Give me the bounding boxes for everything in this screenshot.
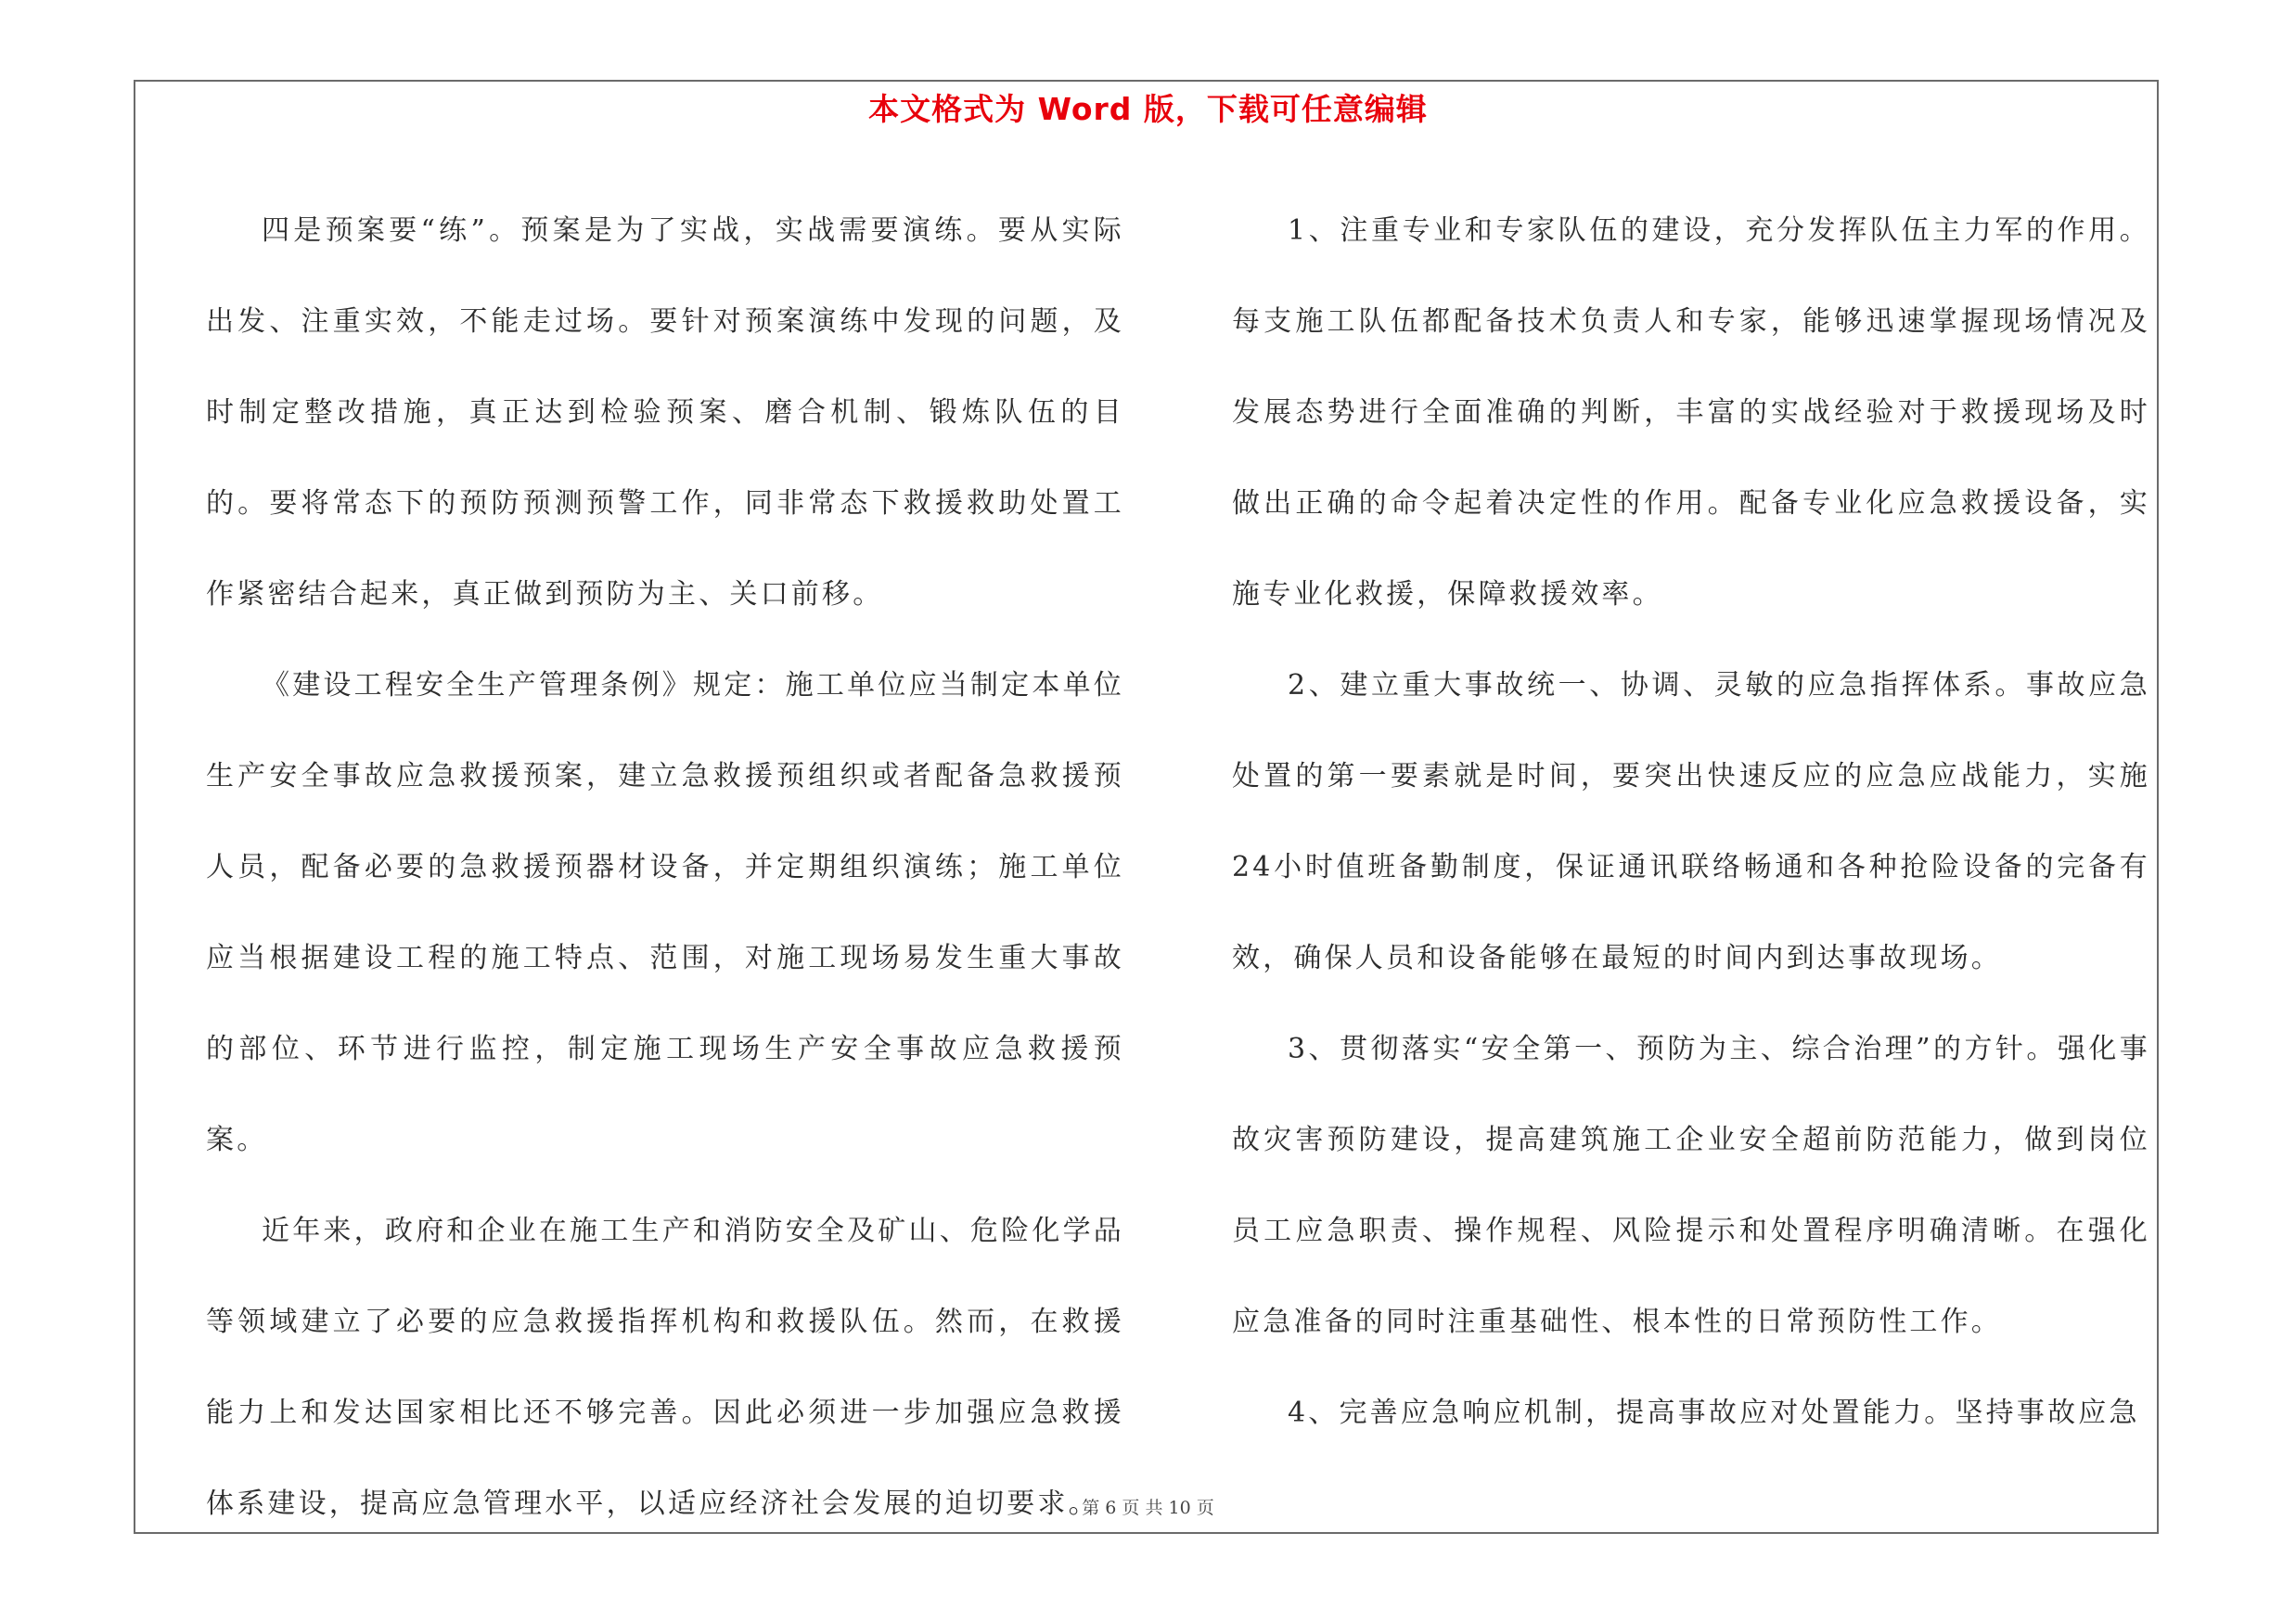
paragraph-regulation: 《建设工程安全生产管理条例》规定：施工单位应当制定本单位生产安全事故应急救援预案，建立急救援预组织或者配备急救援预人员，配备必要的急救援预器材设备，并定期组织演练；施工单位应当根据建设工程的施工特点、范围，对施工现场易发生重大事故的部位、环节进行监控，制定施工现场生产安全事故应急救援预案。 xyxy=(206,669,1124,1156)
paragraph-drill-plan: 四是预案要“练”。预案是为了实战，实战需要演练。要从实际出发、注重实效，不能走过场。要针对预案演练中发现的问题，及时制定整改措施，真正达到检验预案、磨合机制、锻炼队伍的目的。要将常态下的预防预测预警工作，同非常态下救援救助处置工作紧密结合起来，真正做到预防为主、关口前移。 xyxy=(206,214,1124,611)
paragraph-point-1: 1、注重专业和专家队伍的建设，充分发挥队伍主力军的作用。每支施工队伍都配备技术负责人和专家，能够迅速掌握现场情况及发展态势进行全面准确的判断，丰富的实战经验对于救援现场及时做出正确的命令起着决定性的作用。配备专业化应急救援设备，实施专业化救援，保障救援效率。 xyxy=(1232,214,2150,611)
paragraph-point-4: 4、完善应急响应机制，提高事故应对处置能力。坚持事故应急 xyxy=(1288,1397,2140,1429)
left-text-column xyxy=(206,186,1124,1550)
paragraph-recent-years: 近年来，政府和企业在施工生产和消防安全及矿山、危险化学品等领域建立了必要的应急救援指挥机构和救援队伍。然而，在救援能力上和发达国家相比还不够完善。因此必须进一步加强应急救援体系建设，提高应急管理水平，以适应经济社会发展的迫切要求。 xyxy=(206,1215,1124,1520)
right-text-column xyxy=(1232,186,2150,1459)
paragraph-point-3: 3、贯彻落实“安全第一、预防为主、综合治理”的方针。强化事故灾害预防建设，提高建筑施工企业安全超前防范能力，做到岗位员工应急职责、操作规程、风险提示和处置程序明确清晰。在强化应急准备的同时注重基础性、根本性的日常预防性工作。 xyxy=(1232,1033,2150,1338)
paragraph-point-2: 2、建立重大事故统一、协调、灵敏的应急指挥体系。事故应急处置的第一要素就是时间，要突出快速反应的应急应战能力，实施24小时值班备勤制度，保证通讯联络畅通和各种抢险设备的完备有效，确保人员和设备能够在最短的时间内到达事故现场。 xyxy=(1232,669,2150,974)
page-number: 第 6 页 共 10 页 xyxy=(1082,1498,1214,1518)
format-notice-banner: 本文格式为 Word 版，下载可任意编辑 xyxy=(868,91,1428,127)
